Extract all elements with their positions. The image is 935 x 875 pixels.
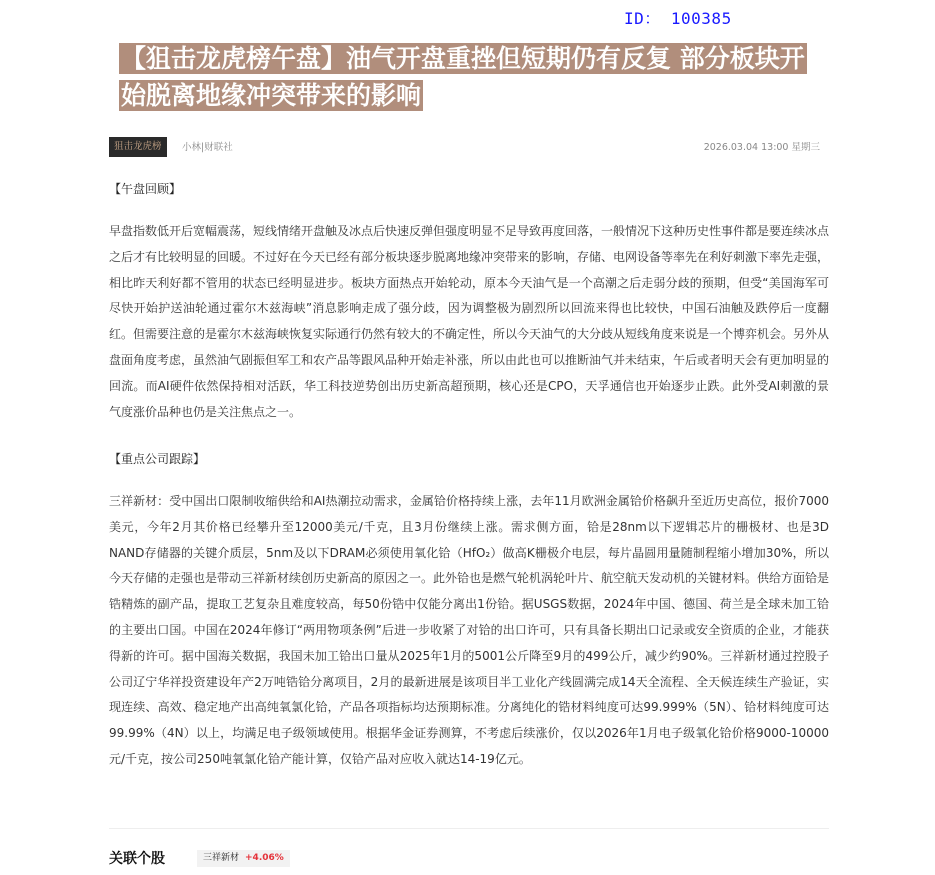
section-body-midday-review: 早盘指数低开后宽幅震荡，短线情绪开盘触及冰点后快速反弹但强度明显不足导致再度回落，一般情况下这种历史性事件都是要连续冰点之后才有比较明显的回暖。不过好在今天已经有部分板块逐步脱离地缘冲突带来的影响，存储、电网设备等率先在利好刺激下率先走强，相比昨天利好都不管用的状态已经明显进步。板块方面热点开始轮动，原本今天油气是一个高潮之后走弱分歧的预期，但受“美国海军可尽快开始护送油轮通过霍尔木兹海峡”消息影响走成了强分歧，因为调整极为剧烈所以回流来得也比较快，中国石油触及跌停后一度翻红。但需要注意的是霍尔木兹海峡恢复实际通行仍然有较大的不确定性，所以今天油气的大分歧从短线角度来说是一个博弈机会。另外从盘面角度考虑，虽然油气剧振但军工和农产品等跟风品种开始走补涨，所以由此也可以推断油气并未结束，午后或者明天会有更加明显的回流。而AI硬件依然保持相对活跃，华工科技逆势创出历史新高超预期，核心还是CPO，天孚通信也开始逐步止跌。此外受AI刺激的景气度涨价品种也仍是关注焦点之一。 <box>109 224 830 419</box>
stock-change: +4.06% <box>245 853 284 863</box>
article-source: 小林|财联社 <box>182 142 233 153</box>
related-stock-chip[interactable] <box>197 850 290 867</box>
related-divider <box>109 828 829 829</box>
related-stocks-heading: 关联个股 <box>109 851 165 867</box>
section-body-company-tracking: 三祥新材：受中国出口限制收缩供给和AI热潮拉动需求，金属铪价格持续上涨，去年11月欧洲金属铪价格飙升至近历史高位，报价7000美元，今年2月其价格已经攀升至12000美元/千克，且3月份继续上涨。需求侧方面，铪是28nm以下逻辑芯片的栅极材、也是3D NAND存储器的关键介质层，5nm及以下DRAM必须使用氧化铪（HfO₂）做高K栅极介电层，每片晶圆用量随制程缩小增加30%，所以今天存储的走强也是带动三祥新材续创历史新高的原因之一。此外铪也是燃气轮机涡轮叶片、航空航天发动机的关键材料。供给方面铪是锆精炼的副产品，提取工艺复杂且难度较高，每50份锆中仅能分离出1份铪。据USGS数据，2024年中国、德国、荷兰是全球未加工铪的主要出口国。中国在2024年修订“两用物项条例”后进一步收紧了对铪的出口许可，只有具备长期出口记录或安全资质的企业，才能获得新的许可。据中国海关数据，我国未加工铪出口量从2025年1月的5001公斤降至9月的499公斤，减少约90%。三祥新材通过控股子公司辽宁华祥投资建设年产2万吨锆铪分离项目，2月的最新进展是该项目半工业化产线圆满完成14天全流程、全天候连续生产验证，实现连续、高效、稳定地产出高纯氧氯化铪，产品各项指标均达预期标准。分离纯化的锆材料纯度可达99.999%（5N）、铪材料纯度可达99.99%（4N）以上，均满足电子级领域使用。根据华金证券测算，不考虑后续涨价，仅以2026年1月电子级氧化铪价格9000-10000元/千克，按公司250吨氧氯化铪产能计算，仅铪产品对应收入就达14-19亿元。 <box>109 494 830 766</box>
section-heading-company-tracking: 【重点公司跟踪】 <box>109 452 206 466</box>
article-title <box>119 40 819 114</box>
column-tag[interactable]: 狙击龙虎榜 <box>109 137 167 157</box>
article-title-text: 【狙击龙虎榜午盘】油气开盘重挫但短期仍有反复 部分板块开始脱离地缘冲突带来的影响 <box>121 44 805 110</box>
stock-name: 三祥新材 <box>203 853 240 863</box>
article-meta <box>109 137 820 157</box>
document-id-label: ID： 100385 <box>624 9 732 28</box>
section-heading-midday-review: 【午盘回顾】 <box>109 182 182 196</box>
publish-datetime: 2026.03.04 13:00 星期三 <box>703 142 820 153</box>
